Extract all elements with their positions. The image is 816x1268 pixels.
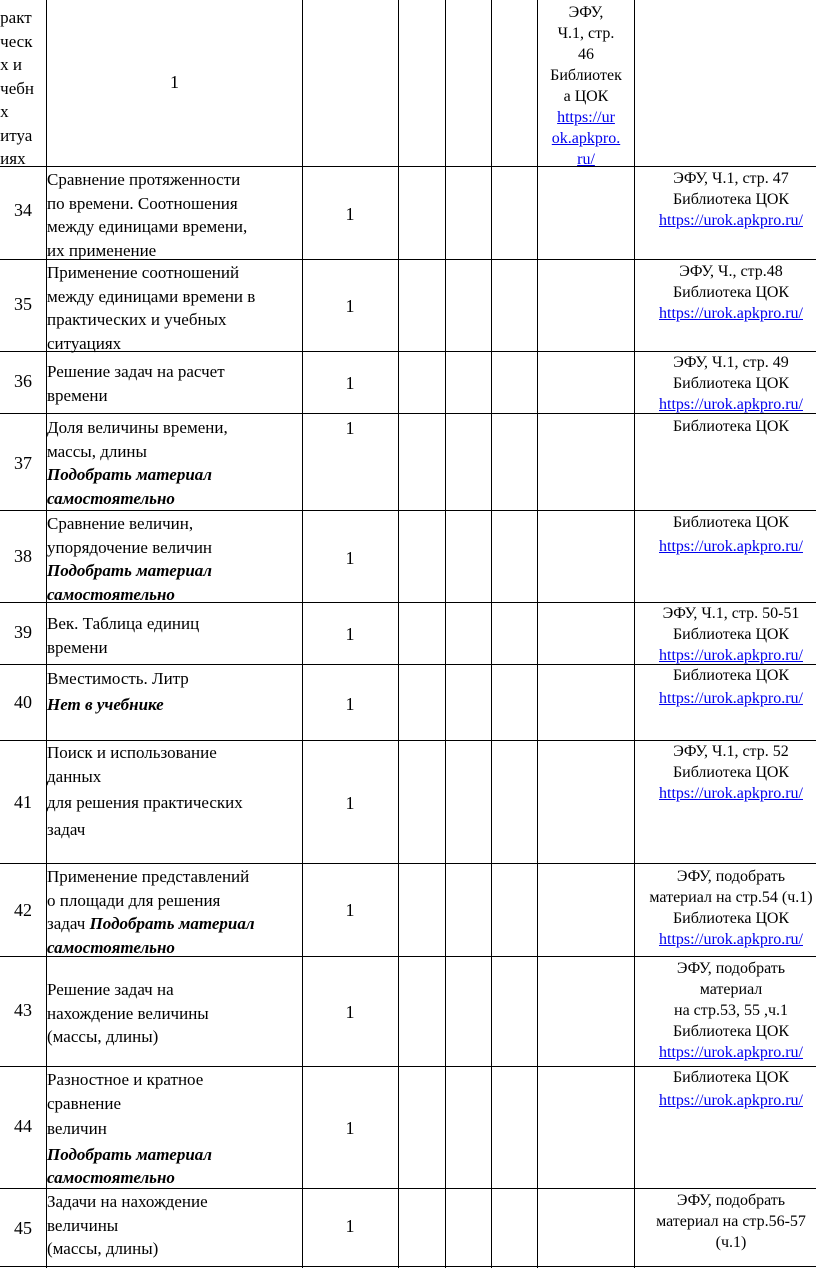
row-hours: 1 [345,296,355,316]
row-topic: Применение соотношений между единицами времени в практических и учебных ситуациях [47,263,256,353]
row-divider [0,863,816,864]
resource-link[interactable]: https://urok.apkpro.ru/ [659,690,803,707]
row-hours: 1 [345,204,355,224]
row-number: 43 [14,1000,32,1020]
row-divider [0,510,816,511]
resource-link[interactable]: https://urok.apkpro.ru/ [659,212,803,229]
row-hours: 1 [345,1118,355,1138]
row-number: 40 [14,692,32,712]
row-topic: Применение представлений о площади для решения задач Подобрать материал самостоятельно [47,865,297,959]
col-divider [398,0,399,1268]
row-resources: ЭФУ, подобрать материал на стр.53, 55 ,ч.1 Библиотека ЦОК https://urok.apkpro.ru/ [659,960,803,1061]
row-topic: Решение задач на расчет времени [47,362,225,405]
row-resources: ЭФУ, Ч., стр.48 Библиотека ЦОК https://urok.apkpro.ru/ [659,263,803,322]
row-resources: ЭФУ, Ч.1, стр. 50-51 Библиотека ЦОК https://urok.apkpro.ru/ [659,605,803,664]
row-resources: Библиотека ЦОК https://urok.apkpro.ru/ [659,667,803,707]
top-row-link[interactable]: https://ur ok.apkpro. ru/ [551,109,621,166]
row-topic: Поиск и использование данных для решения практических задач [47,743,243,839]
note-text: Подобрать материал [47,1144,213,1164]
row-topic: Доля величины времени, массы, длины Подобрать материал самостоятельно [47,416,297,510]
row-number: 34 [14,200,32,220]
row-number: 36 [14,371,32,391]
resource-link[interactable]: https://urok.apkpro.ru/ [659,1092,803,1109]
note-text: Нет в учебнике [47,694,164,714]
row-number: 42 [14,900,32,920]
col-divider [491,0,492,1268]
row-hours: 1 [345,793,355,813]
row-topic: Век. Таблица единиц времени [47,614,200,657]
resource-link[interactable]: https://urok.apkpro.ru/ [659,1044,803,1061]
row-number: 41 [14,792,32,812]
note-text: самостоятельно [47,488,175,508]
row-topic: Сравнение величин, упорядочение величин Подобрать материал самостоятельно [47,512,297,606]
top-row-hours: 1 [170,72,179,92]
note-text: самостоятельно [47,584,175,604]
row-hours: 1 [345,694,355,714]
row-hours: 1 [345,900,355,920]
row-topic: Сравнение протяженности по времени. Соотношения между единицами времени, их применение [47,170,248,260]
resource-link[interactable]: https://urok.apkpro.ru/ [659,538,803,555]
row-resources: ЭФУ, подобрать материал на стр.56-57 (ч.1) [656,1192,806,1251]
row-number: 35 [14,294,32,314]
row-resources: ЭФУ, Ч.1, стр. 49 Библиотека ЦОК https://urok.apkpro.ru/ [659,354,803,413]
row-resources: Библиотека ЦОК https://urok.apkpro.ru/ [659,514,803,555]
row-hours: 1 [345,418,355,438]
row-number: 44 [14,1116,32,1136]
note-text: Подобрать материал [47,465,213,484]
row-topic: Разностное и кратное сравнение величин Подобрать материал самостоятельно [47,1068,297,1190]
col-divider [537,0,538,1268]
top-row-resources: ЭФУ, Ч.1, стр. 46 Библиотек а ЦОК https://ur ok.apkpro. ru/ [538,0,634,166]
resource-link[interactable]: https://urok.apkpro.ru/ [659,396,803,413]
top-row-topic-fragment: ракт ческ х и чебн х итуа иях [0,8,34,166]
note-text: Подобрать материал [47,561,213,580]
row-divider [0,166,816,167]
row-number: 45 [14,1218,32,1238]
row-hours: 1 [345,1216,355,1236]
row-topic: Решение задач на нахождение величины (массы, длины) [47,980,209,1046]
resource-link[interactable]: https://urok.apkpro.ru/ [659,785,803,802]
row-number: 39 [14,622,32,642]
resource-link[interactable]: https://urok.apkpro.ru/ [659,931,803,948]
row-topic: Вместимость. Литр Нет в учебнике [47,667,297,716]
col-divider [445,0,446,1268]
row-resources: Библиотека ЦОК https://urok.apkpro.ru/ [659,1069,803,1109]
row-topic: Задачи на нахождение величины (массы, длины) [47,1192,208,1258]
row-hours: 1 [345,548,355,568]
note-text: самостоятельно [47,1168,175,1187]
row-resources: ЭФУ, Ч.1, стр. 47 Библиотека ЦОК https://urok.apkpro.ru/ [659,170,803,229]
resource-link[interactable]: https://urok.apkpro.ru/ [659,305,803,322]
row-divider [0,1266,816,1267]
row-hours: 1 [345,624,355,644]
row-resources: ЭФУ, Ч.1, стр. 52 Библиотека ЦОК https://urok.apkpro.ru/ [659,743,803,802]
row-resources: Библиотека ЦОК [672,418,790,435]
row-hours: 1 [345,373,355,393]
note-text: самостоятельно [47,937,175,957]
row-number: 38 [14,546,32,566]
resource-link[interactable]: https://urok.apkpro.ru/ [659,647,803,664]
row-hours: 1 [345,1002,355,1022]
note-text: Подобрать материал [89,914,255,933]
row-number: 37 [14,453,32,473]
row-resources: ЭФУ, подобрать материал на стр.54 (ч.1) Библиотека ЦОК https://urok.apkpro.ru/ [649,868,813,948]
